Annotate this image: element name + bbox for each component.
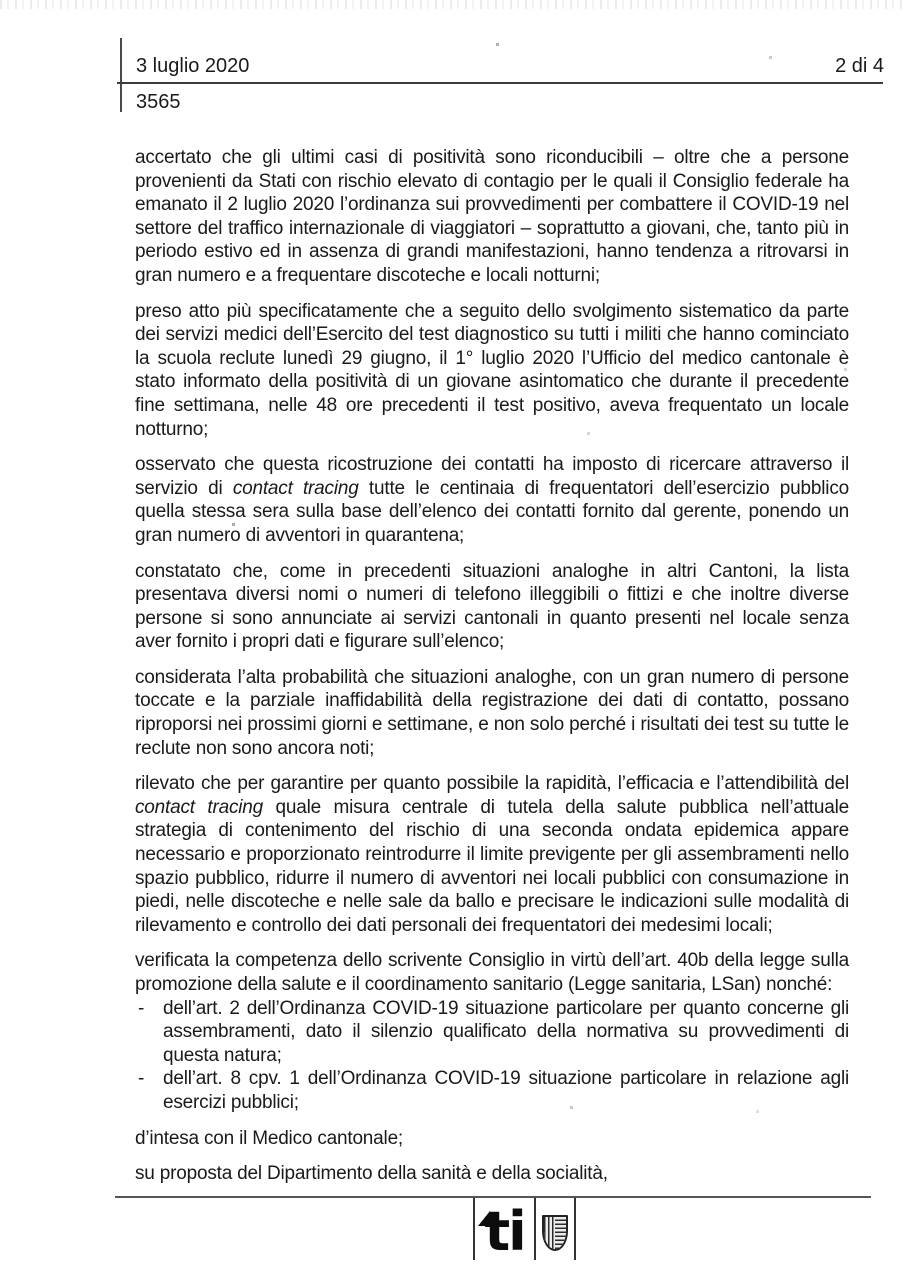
document-date: 3 luglio 2020 [136, 55, 250, 77]
header-left-rule [120, 38, 122, 112]
paragraph: d’intesa con il Medico cantonale; [135, 1127, 404, 1149]
paragraph: verificata la competenza dello scrivente Consiglio in virtù dell’art. 40b della legge sulla promozione della salute e il coordinamento sanitario (Legge sanitaria, LSan) nonché: [135, 950, 849, 995]
list-item-text: dell’art. 8 cpv. 1 dell’Ordinanza COVID-19 situazione particolare in relazione agli esercizi pubblici; [163, 1068, 849, 1113]
scan-specks [0, 0, 1, 1]
list-item-text: dell’art. 2 dell’Ordinanza COVID-19 situazione particolare per quanto concerne gli assembramenti, dato il silenzio qualificato della normativa su provvedimenti di questa natura; [163, 997, 849, 1066]
paragraph: osservato che questa ricostruzione dei contatti ha imposto di ricercare attraverso il servizio di contact tracing tutte le centinaia di frequentatori dell’esercizio pubblico quella stessa sera sulla base dell’elenco dei contatti fornito dal gerente, ponendo un gran numero di avventori in quarantena; [135, 454, 849, 546]
paragraph: constatato che, come in precedenti situazioni analoghe in altri Cantoni, la lista presentava diversi nomi o numeri di telefono illeggibili o fittizi e che inoltre diverse persone si sono annunciate ai servizi cantonali in quanto presenti nel locale senza aver fornito i propri dati e figurare sull’elenco; [135, 560, 849, 653]
scan-noise-band [0, 0, 906, 9]
list-bullet: - [138, 997, 145, 1019]
header-horizontal-rule [117, 82, 883, 84]
paragraph: considerata l’alta probabilità che situazioni analoghe, con un gran numero di persone toccate e la parziale inaffidabilità della registrazione dei dati di contatto, possano riproporsi nei prossimi giorni e settimane, e non solo perché i risultati dei test su tutte le reclute non sono ancora noti; [135, 666, 849, 759]
shield-cell [536, 1198, 576, 1260]
paragraph: rilevato che per garantire per quanto possibile la rapidità, l’efficacia e l’attendibilità del contact tracing quale misura centrale di tutela della salute pubblica nell’attuale strategia di contenimento del rischio di una seconda ondata epidemica appare necessario e proporzionato reintrodurre il limite previgente per gli assembramenti nello spazio pubblico, ridurre il numero di avventori nei locali pubblici con consumazione in piedi, nelle discoteche e nelle sale da ballo e precisare le indicazioni sulle modalità di rilevamento e controllo dei dati personali dei frequentatori dei medesimi locali; [135, 773, 849, 936]
ti-logo-cell [473, 1198, 536, 1263]
paragraph: su proposta del Dipartimento della sanità e della socialità, [135, 1163, 608, 1185]
list-item [135, 997, 849, 1068]
ti-logo-flag-icon [478, 1211, 490, 1226]
shield-left-half [544, 1217, 555, 1249]
paragraph: preso atto più specificatamente che a seguito dello svolgimento sistematico da parte dei servizi medici dell’Esercito del test diagnostico su tutti i militi che hanno cominciato la scuola reclute lunedì 29 giugno, il 1° luglio 2020 l’Ufficio del medico cantonale è stato informato della positività di un giovane asintomatico che durante il precedente fine settimana, nelle 48 ore precedenti il test positivo, aveva frequentato un locale notturno; [135, 300, 849, 440]
page-number-indicator: 2 di 4 [835, 55, 884, 77]
shield-right-half [555, 1217, 566, 1249]
canton-ticino-logo [473, 1198, 576, 1263]
document-paragraphs [135, 146, 849, 1198]
list-item [135, 1067, 849, 1114]
ti-logo-text: ti [484, 1199, 525, 1263]
ticino-coat-of-arms-icon [542, 1215, 568, 1251]
paragraph: accertato che gli ultimi casi di positività sono riconducibili – oltre che a persone provenienti da Stati con rischio elevato di contagio per le quali il Consiglio federale ha emanato il 2 luglio 2020 l’ordinanza sui provvedimenti per combattere il COVID-19 nel settore del traffico internazionale di viaggiatori – soprattutto a giovani, che, tanto più in periodo estivo ed in assenza di grandi manifestazioni, hanno tendenza a ritrovarsi in gran numero e a frequentare discoteche e locali notturni; [135, 147, 849, 286]
legal-reference-list [135, 997, 849, 1115]
list-bullet: - [138, 1068, 145, 1090]
document-number: 3565 [136, 91, 181, 113]
